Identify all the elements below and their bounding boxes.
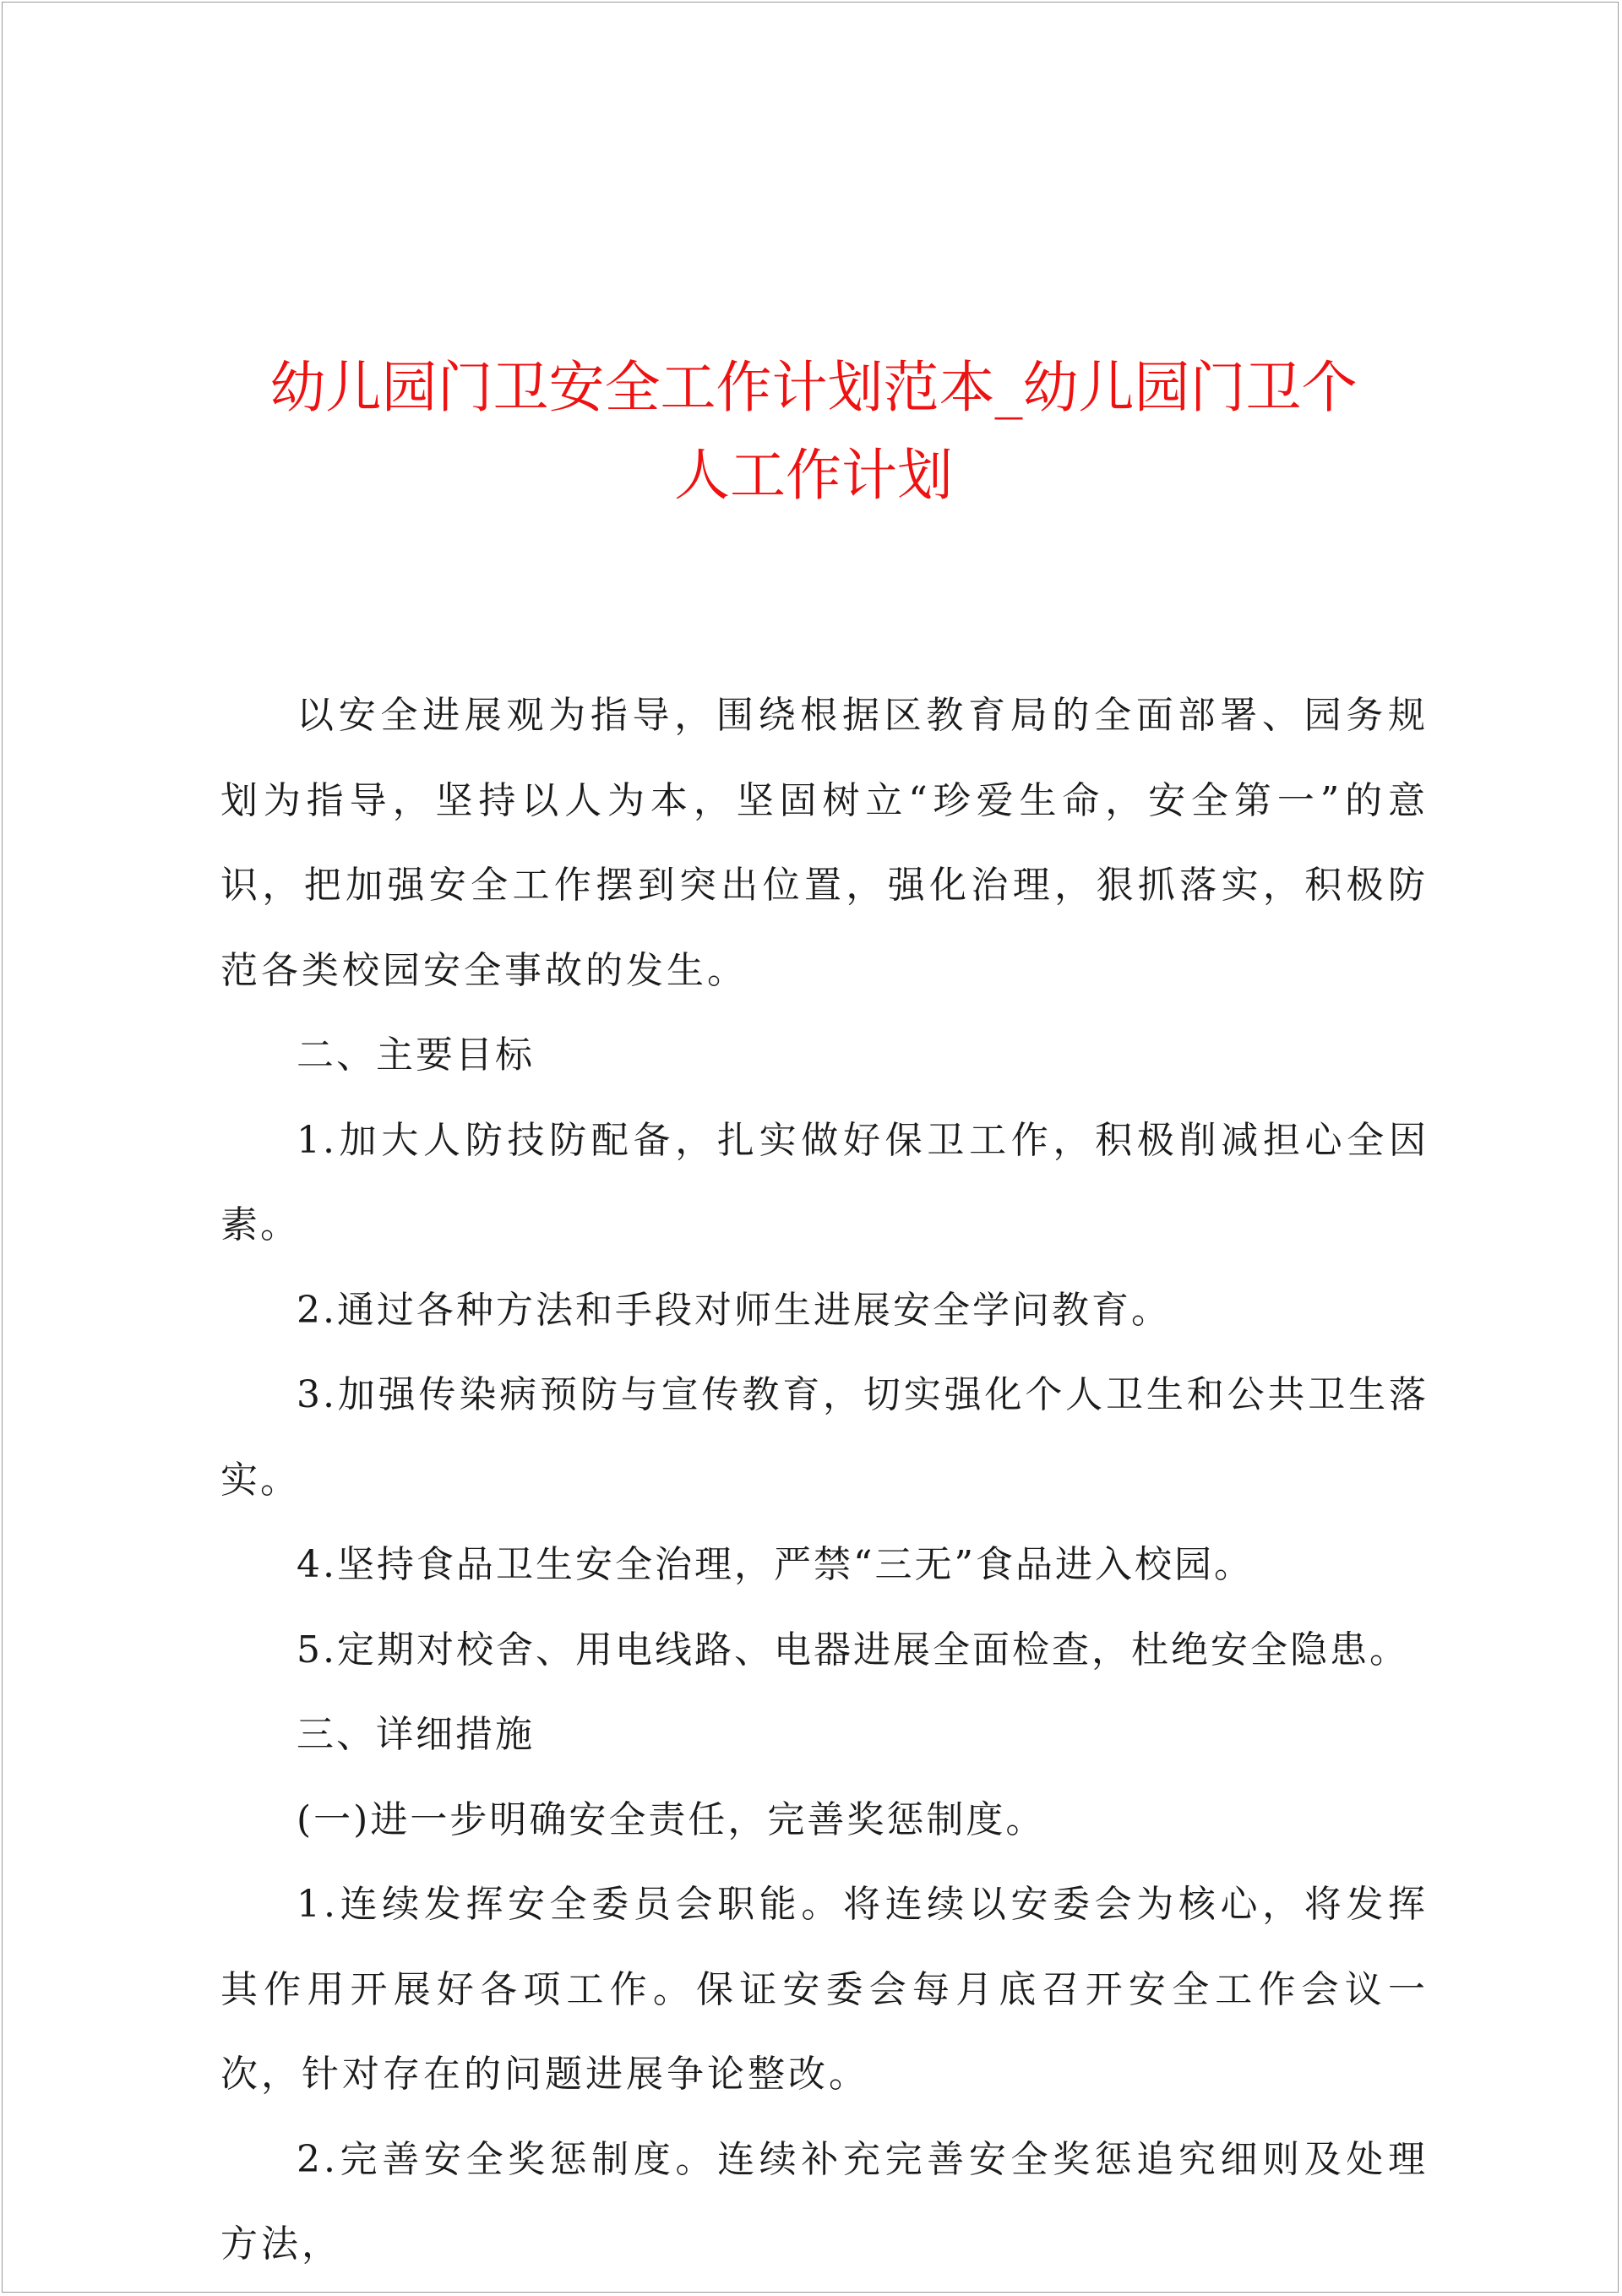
paragraph-intro: 以安全进展观为指导，围绕根据区教育局的全面部署、园务规划为指导，坚持以人为本，坚固树立“珍爱生命，安全第一”的意识，把加强安全工作摆到突出位置，强化治理，狠抓落实，积极防范各类校园安全事故的发生。 — [220, 694, 1429, 992]
goal-item-4: 4.坚持食品卫生安全治理，严禁“三无”食品进入校园。 — [297, 1543, 1254, 1586]
heading-main-goals: 二、主要目标 — [297, 1033, 535, 1077]
goal-item-1: 1.加大人防技防配备，扎实做好保卫工作，积极削减担心全因素。 — [220, 1118, 1429, 1246]
goal-item-3: 3.加强传染病预防与宣传教育，切实强化个人卫生和公共卫生落实。 — [220, 1373, 1429, 1502]
goal-item-5: 5.定期对校舍、用电线路、电器进展全面检查，杜绝安全隐患。 — [297, 1628, 1409, 1672]
document-body — [220, 674, 1429, 2288]
measure-item-1: 1.连续发挥安全委员会职能。将连续以安委会为核心，将发挥其作用开展好各项工作。保证安委会每月底召开安全工作会议一次，针对存在的问题进展争论整改。 — [220, 1883, 1429, 2096]
document-page — [2, 2, 1619, 2293]
goal-item-2: 2.通过各种方法和手段对师生进展安全学问教育。 — [297, 1288, 1171, 1332]
measure-item-2: 2.完善安全奖惩制度。连续补充完善安全奖惩追究细则及处理方法， — [220, 2137, 1429, 2266]
measure-heading-1: (一)进一步明确安全责任，完善奖惩制度。 — [297, 1797, 1046, 1841]
title-line-1: 幼儿园门卫安全工作计划范本_幼儿园门卫个 — [269, 355, 1358, 420]
document-title — [205, 344, 1422, 520]
heading-detailed-measures: 三、详细措施 — [297, 1713, 535, 1756]
title-line-2: 人工作计划 — [674, 443, 953, 508]
